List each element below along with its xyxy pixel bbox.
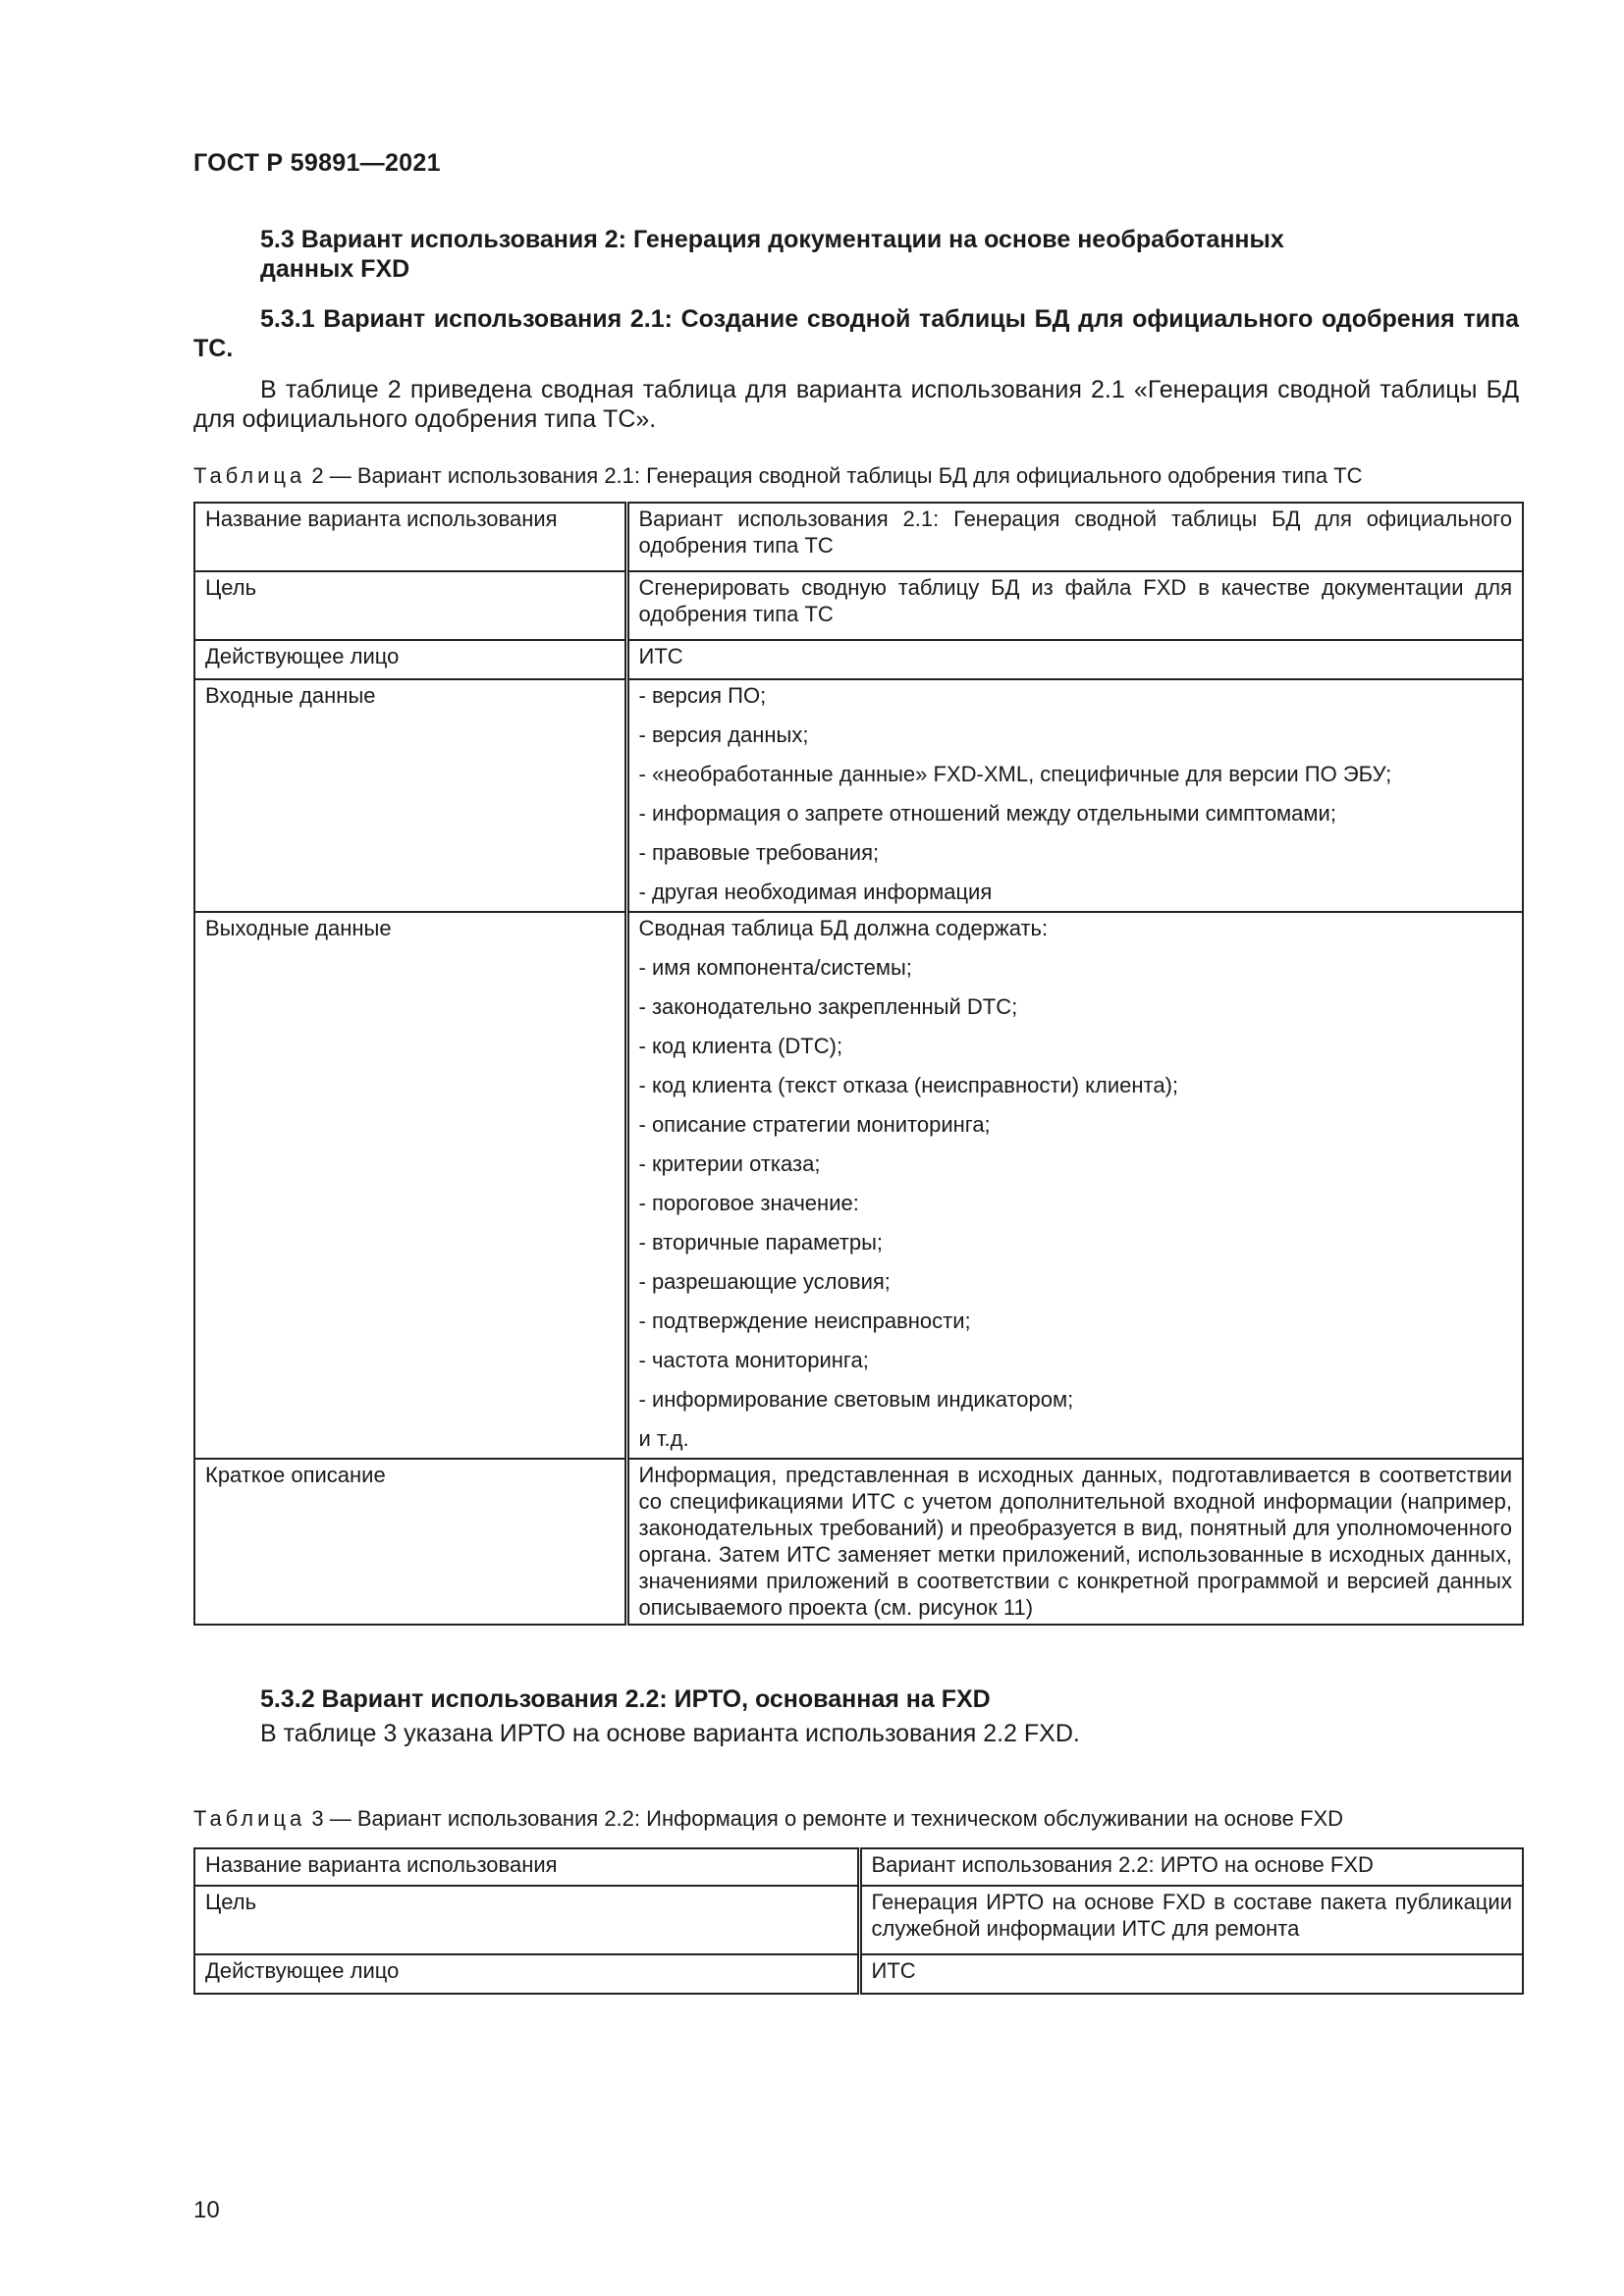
list-item: - «необработанные данные» FXD-XML, специфичные для версии ПО ЭБУ;: [638, 762, 1392, 786]
table-row: [194, 1886, 1523, 1954]
table-cell-value: ИТС: [859, 1954, 1523, 1994]
table-cell-label: Название варианта использования: [194, 1848, 859, 1886]
section-5-3-1-title: 5.3.1 Вариант использования 2.1: Создание сводной таблицы БД для официального одобрения типа ТС.: [193, 305, 1519, 362]
table-3-caption: Таблица 3 — Вариант использования 2.2: Информация о ремонте и техническом обслуживании на основе FXD: [193, 1806, 1344, 1831]
list-item: - версия данных;: [638, 722, 809, 747]
table-cell-value: Сгенерировать сводную таблицу БД из файла FXD в качестве документации для одобрения типа ТС: [626, 571, 1523, 640]
list-item: - вторичные параметры;: [638, 1230, 883, 1255]
table-cell-label: Действующее лицо: [194, 1954, 859, 1994]
section-5-3-title-line1: 5.3 Вариант использования 2: Генерация документации на основе необработанных: [260, 226, 1284, 253]
list-item: - другая необходимая информация: [638, 880, 993, 904]
table-cell-label: Название варианта использования: [194, 503, 626, 571]
list-item: - разрешающие условия;: [638, 1269, 891, 1294]
table-cell-label: Действующее лицо: [194, 640, 626, 679]
section-5-3-title-line2: данных FXD: [260, 255, 410, 283]
section-5-3-2-paragraph: В таблице 3 указана ИРТО на основе варианта использования 2.2 FXD.: [260, 1720, 1080, 1747]
list-item: - правовые требования;: [638, 840, 880, 865]
table-row: [194, 640, 1523, 679]
list-item: Сводная таблица БД должна содержать:: [638, 916, 1049, 940]
page-number: 10: [193, 2197, 220, 2223]
table-cell-label: Входные данные: [194, 679, 626, 912]
table-cell-value: Вариант использования 2.2: ИРТО на основе FXD: [859, 1848, 1523, 1886]
table-2-caption: Таблица 2 — Вариант использования 2.1: Генерация сводной таблицы БД для официального одобрения типа ТС: [193, 463, 1363, 488]
table-row: [194, 1954, 1523, 1994]
table-row: [194, 679, 1523, 912]
table-row: [194, 503, 1523, 571]
table-cell-value: Вариант использования 2.1: Генерация сводной таблицы БД для официального одобрения типа ТС: [626, 503, 1523, 571]
table-cell-label: Выходные данные: [194, 912, 626, 1459]
list-item: - версия ПО;: [638, 683, 767, 708]
section-5-3-2-title: 5.3.2 Вариант использования 2.2: ИРТО, основанная на FXD: [260, 1685, 991, 1713]
table-cell-value: [626, 912, 1523, 1459]
list-item: и т.д.: [638, 1426, 689, 1451]
table-2: [193, 502, 1524, 1626]
table-cell-label: Цель: [194, 571, 626, 640]
table-cell-label: Цель: [194, 1886, 859, 1954]
table-3: [193, 1847, 1524, 1995]
table-row: [194, 1848, 1523, 1886]
section-5-3-title: [260, 225, 1517, 284]
list-item: - пороговое значение:: [638, 1191, 859, 1215]
table-row: [194, 571, 1523, 640]
table-cell-label: Краткое описание: [194, 1459, 626, 1625]
list-item: - информирование световым индикатором;: [638, 1387, 1074, 1412]
list-item: - частота мониторинга;: [638, 1348, 869, 1372]
list-item: - подтверждение неисправности;: [638, 1308, 971, 1333]
table-row: [194, 912, 1523, 1459]
list-item: - код клиента (DTC);: [638, 1034, 843, 1058]
list-item: - критерии отказа;: [638, 1151, 821, 1176]
table-cell-value: Информация, представленная в исходных данных, подготавливается в соответствии со спецификациями ИТС с учетом дополнительной входной информации (например, законодательных требований) и преобразуется в вид, понятный для уполномоченного органа. Затем ИТС заменяет метки приложений, использованные в исходных данных, значениями приложений в соответствии с конкретной программой и версией данных описываемого проекта (см. рисунок 11): [626, 1459, 1523, 1625]
list-item: - описание стратегии мониторинга;: [638, 1112, 991, 1137]
table-row: [194, 1459, 1523, 1625]
table-cell-value: ИТС: [626, 640, 1523, 679]
table-cell-value: Генерация ИРТО на основе FXD в составе пакета публикации служебной информации ИТС для ремонта: [859, 1886, 1523, 1954]
section-5-3-1-paragraph: В таблице 2 приведена сводная таблица для варианта использования 2.1 «Генерация сводной таблицы БД для официального одобрения типа ТС».: [193, 376, 1519, 433]
document-header: ГОСТ Р 59891—2021: [193, 149, 441, 177]
list-item: - информация о запрете отношений между отдельными симптомами;: [638, 801, 1336, 826]
list-item: - имя компонента/системы;: [638, 955, 912, 980]
list-item: - код клиента (текст отказа (неисправности) клиента);: [638, 1073, 1179, 1097]
list-item: - законодательно закрепленный DTC;: [638, 994, 1018, 1019]
table-cell-value: [626, 679, 1523, 912]
